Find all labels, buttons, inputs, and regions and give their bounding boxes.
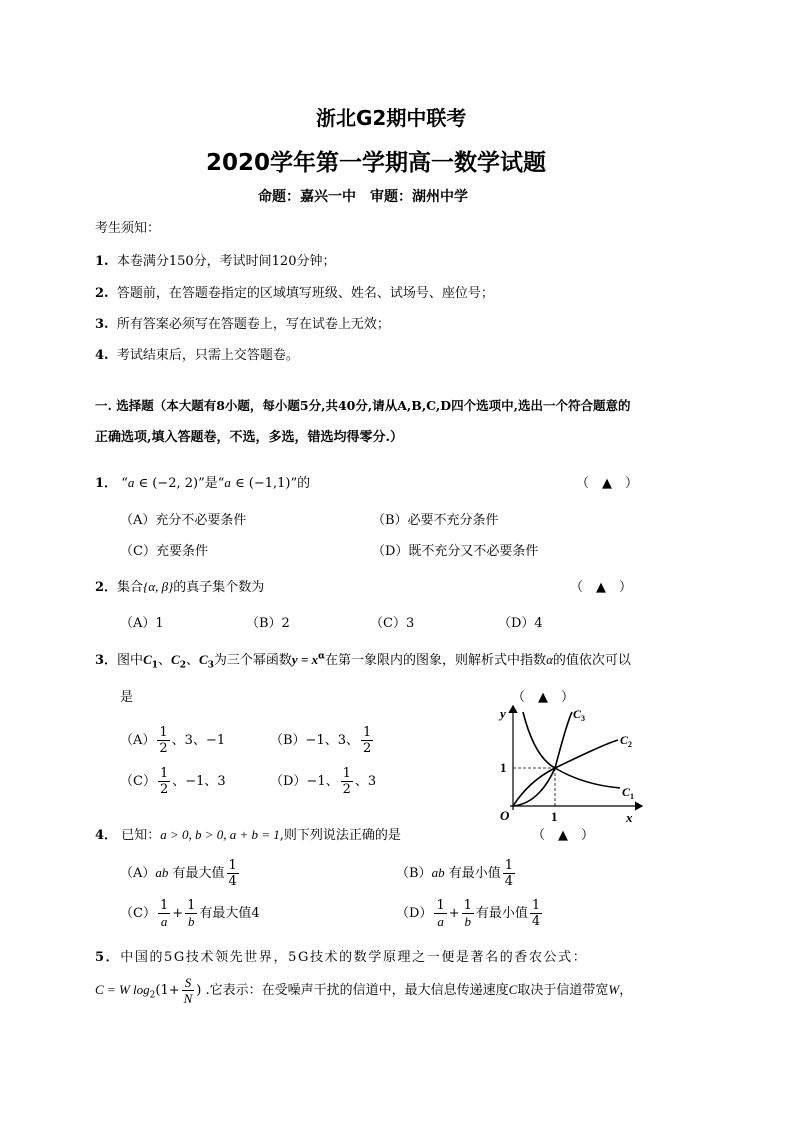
plus: + [172, 906, 184, 921]
q4-option-b [396, 858, 517, 889]
label-c2: $C_2$ [620, 733, 633, 749]
alpha: α [546, 652, 553, 667]
fraction: $\frac{1}{2}$ [342, 766, 351, 797]
question-5-stem [95, 946, 587, 965]
option-label: （B） [396, 866, 432, 881]
exam-title: 2020学年第一学期高一数学试题 [206, 150, 547, 176]
notice-num: 3. [95, 317, 109, 332]
option-text: 有最小值 [448, 866, 501, 881]
q4-option-d [396, 898, 544, 929]
notice-item-1 [95, 250, 335, 269]
origin-label: O [500, 808, 510, 823]
var-w: W [608, 982, 620, 997]
quote-close: ”的 [290, 476, 311, 491]
plus: + [448, 906, 460, 921]
fraction: $\frac{1}{a}$ [159, 898, 169, 929]
text: 的真子集个数为 [173, 580, 265, 595]
text: 已知： [121, 828, 161, 843]
q2-option-c: （C）3 [370, 616, 415, 631]
notice-num: 4. [95, 348, 109, 363]
label-c3: $C_3$ [573, 707, 586, 723]
text: ， [619, 983, 633, 998]
option-text: 有最大值 [172, 866, 225, 881]
option-label: （A） [120, 733, 156, 748]
condition-expr: a > 0, b > 0, a + b = 1 [160, 827, 280, 842]
option-label: （C） [120, 774, 156, 789]
question-number: 5． [95, 950, 121, 965]
option-text: 有最小值 [475, 906, 528, 921]
interval-2: ∈ (−1,1) [230, 476, 291, 491]
option-text: 、−1、3 [172, 774, 226, 789]
power-function: y = x [291, 652, 319, 667]
option-text: 、3、−1 [171, 733, 226, 748]
q3-option-c [120, 766, 226, 797]
exponent: α [318, 651, 326, 662]
answer-placeholder: （ ▲ ） [532, 828, 594, 843]
question-1-stem [95, 472, 310, 491]
question-2-stem [95, 576, 264, 595]
section-instructions-line-2: 正确选项,填入答题卷，不选，多选，错选均得零分.） [95, 430, 404, 445]
fraction: $\frac{1}{a}$ [436, 898, 445, 929]
option-label: （D） [396, 906, 433, 921]
q1-option-b: （B）必要不充分条件 [372, 513, 499, 528]
exam-series-title: 浙北G2期中联考 [316, 106, 467, 130]
interval-1: ∈ (−2, 2) [134, 476, 199, 491]
notice-num: 2. [95, 286, 109, 301]
curve-label: C [143, 652, 152, 667]
q1-option-c: （C）充要条件 [120, 544, 208, 559]
subscript: 1 [151, 660, 158, 671]
q3-option-d [270, 766, 376, 797]
q2-option-b: （B）2 [246, 616, 290, 631]
curve-c3 [513, 712, 572, 806]
var-a: a [127, 475, 135, 490]
notice-text: 本卷满分150分，考试时间120分钟； [116, 254, 336, 269]
var-ab: ab [155, 865, 169, 880]
text: ) [196, 983, 202, 998]
text: 、 [158, 653, 172, 668]
subscript: 2 [149, 990, 156, 1001]
x-tick-1: 1 [551, 809, 558, 824]
text: .它表示：在受噪声干扰的信道中，最大信息传递速度 [205, 983, 509, 998]
question-5-formula-line [95, 975, 632, 1006]
q1-option-a: （A）充分不必要条件 [120, 513, 247, 528]
text: 中国的5G技术领先世界，5G技术的数学原理之一便是著名的香农公式： [120, 950, 588, 965]
label-c1: $C_1$ [622, 785, 635, 801]
quote-open: “ [121, 476, 128, 491]
power-function-graph [480, 700, 650, 830]
notice-text: 考试结束后，只需上交答题卷。 [116, 348, 299, 363]
q3-option-b [270, 725, 375, 756]
shannon-formula: C = W log [95, 982, 150, 997]
notice-text: 答题前，在答题卷指定的区域填写班级、姓名、试场号、座位号； [116, 286, 494, 301]
x-axis-label: x [626, 810, 633, 825]
option-text: 有最大值4 [199, 906, 260, 921]
text: 的值依次可以 [552, 653, 631, 668]
fraction: $\frac{1}{4}$ [531, 898, 541, 929]
option-text: 、3 [354, 774, 377, 789]
option-label: （D）−1、 [270, 774, 339, 789]
notice-item-3 [95, 313, 390, 332]
subscript: 3 [207, 660, 214, 671]
curve-c1 [523, 712, 620, 788]
var-a: a [224, 475, 231, 490]
fraction: $\frac{1}{4}$ [228, 858, 237, 889]
notice-item-4 [95, 344, 299, 363]
question-number: 1． [95, 476, 118, 491]
notice-title: 考生须知： [95, 221, 161, 236]
q2-option-a: （A）1 [120, 616, 164, 631]
question-3-stem-continued: 是 [120, 690, 134, 705]
text: ,则下列说法正确的是 [279, 828, 401, 843]
fraction: $\frac{1}{b}$ [187, 898, 196, 929]
y-axis-label: y [500, 706, 506, 721]
y-tick-1: 1 [500, 760, 507, 775]
question-4-stem [95, 824, 401, 843]
answer-placeholder: （ ▲ ） [576, 476, 638, 491]
fraction: $\frac{1}{2}$ [159, 766, 169, 797]
question-number: 4． [95, 828, 118, 843]
notice-num: 1. [95, 254, 109, 269]
answer-placeholder: （ ▲ ） [512, 690, 574, 705]
notice-item-2 [95, 282, 494, 301]
curve-label: C [198, 652, 208, 667]
exam-authors: 命题：嘉兴一中 审题：湖州中学 [258, 189, 468, 205]
fraction: $\frac{1}{4}$ [504, 858, 513, 889]
text: (1+ [155, 983, 180, 998]
question-3-stem [95, 649, 631, 671]
q1-option-d: （D）既不充分又不必要条件 [372, 544, 539, 559]
fraction: $\frac{1}{2}$ [363, 725, 372, 756]
option-label: （C） [120, 906, 156, 921]
fraction: $\frac{1}{b}$ [463, 898, 472, 929]
answer-placeholder: （ ▲ ） [570, 580, 632, 595]
q2-option-d: （D）4 [498, 616, 543, 631]
curve-label: C [171, 652, 180, 667]
option-label: （B）−1、3、 [270, 733, 359, 748]
question-number: 3． [95, 653, 118, 668]
text: 集合 [117, 580, 144, 595]
q4-option-a [120, 858, 241, 889]
quote-mid: ”是“ [198, 476, 225, 491]
var-ab: ab [431, 865, 445, 880]
text: 、 [185, 653, 199, 668]
fraction: $\frac{S}{N}$ [183, 975, 193, 1006]
q4-option-c [120, 898, 260, 929]
subscript: 2 [179, 660, 186, 671]
notice-text: 所有答案必须写在答题卷上，写在试卷上无效； [116, 317, 390, 332]
option-label: （A） [120, 866, 156, 881]
var-c: C [508, 982, 518, 997]
fraction: $\frac{1}{2}$ [159, 725, 168, 756]
text: 图中 [117, 653, 144, 668]
q3-option-a [120, 725, 225, 756]
text: 为三个幂函数 [213, 653, 292, 668]
set-expr: {α, β} [143, 579, 174, 594]
text: 取决于信道带宽 [517, 983, 609, 998]
question-number: 2． [95, 580, 118, 595]
section-instructions-line-1: 一. 选择题（本大题有8小题，每小题5分,共40分,请从A,B,C,D四个选项中,选出一个符合题意的 [95, 398, 631, 413]
text: 在第一象限内的图象，则解析式中指数 [325, 653, 547, 668]
